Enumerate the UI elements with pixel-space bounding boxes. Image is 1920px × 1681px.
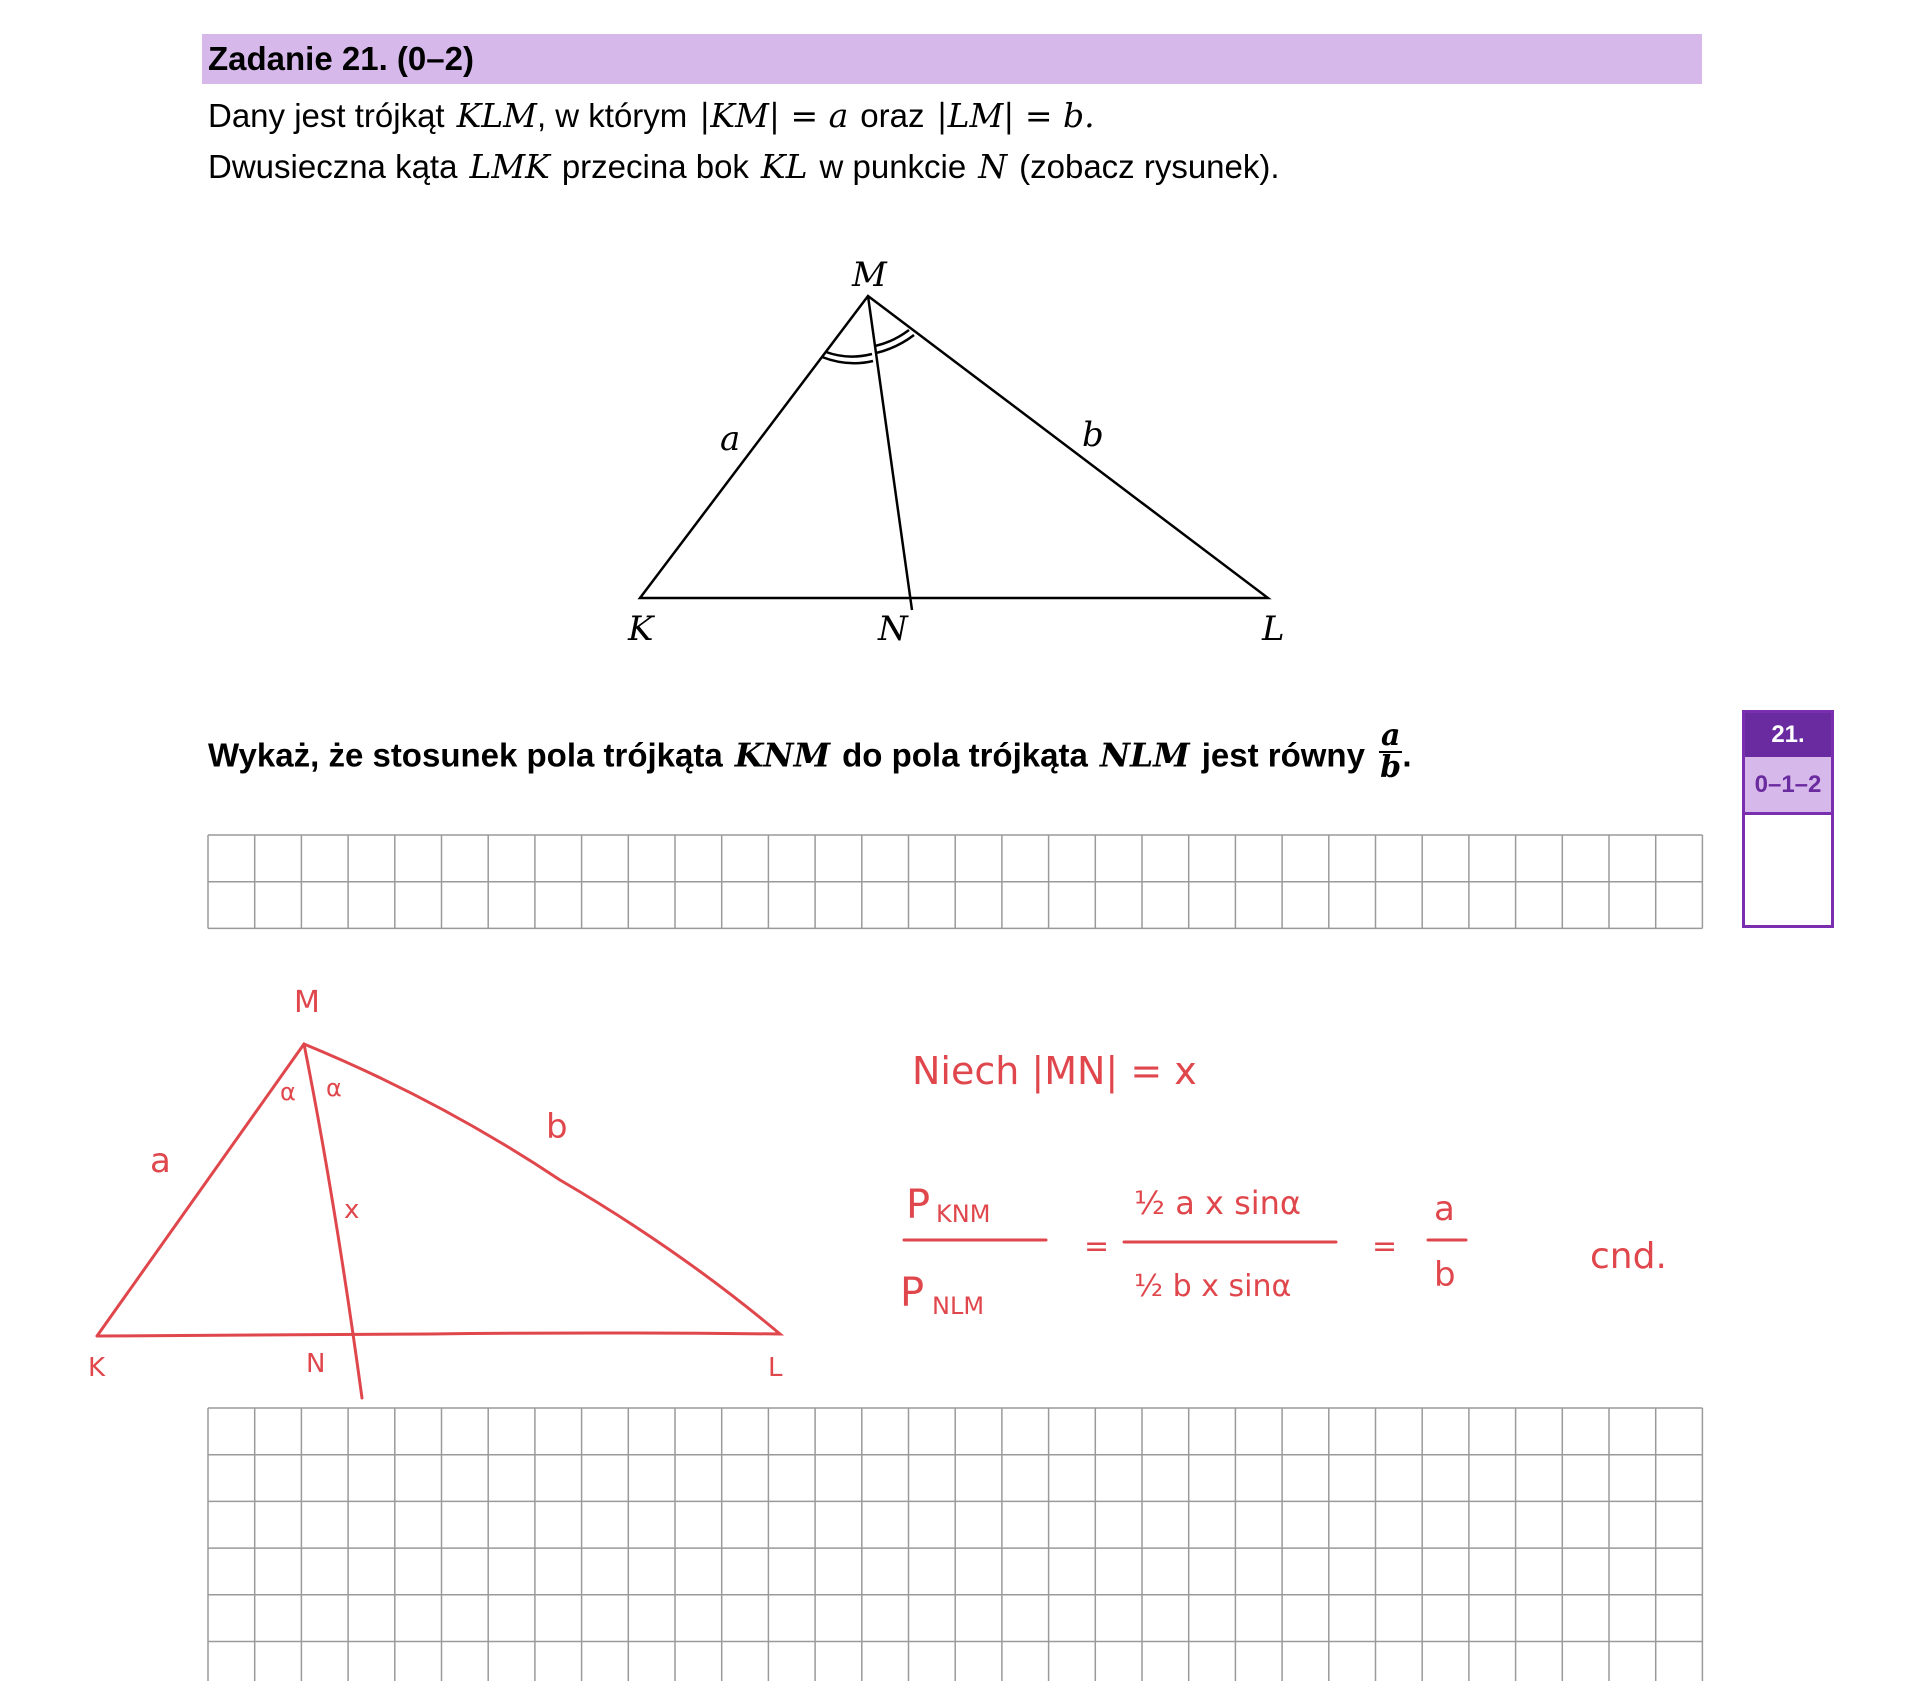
math-angle: LMK <box>469 147 550 186</box>
prompt-text: jest równy <box>1201 736 1365 774</box>
statement-text: przecina bok <box>561 148 749 185</box>
hand-label-k: K <box>88 1353 106 1383</box>
statement-text: , w którym <box>536 97 688 134</box>
hand-label-l: L <box>768 1353 783 1383</box>
hand-label-b: b <box>546 1107 568 1147</box>
vertex-m-label: M <box>852 255 887 295</box>
statement-text: Dwusieczna kąta <box>208 148 458 185</box>
hand-eq-2: = <box>1372 1229 1398 1264</box>
hand-label-m: M <box>294 985 320 1020</box>
hand-frac1-den-sub: NLM <box>932 1292 985 1320</box>
hand-angle-2: α <box>326 1074 342 1102</box>
hand-cnd: cnd. <box>1590 1236 1667 1277</box>
hand-let-statement: Niech |MN| = x <box>912 1049 1197 1093</box>
score-task-number: 21. <box>1745 713 1831 757</box>
statement-text: oraz <box>860 97 925 134</box>
hand-frac3-den: b <box>1434 1255 1456 1295</box>
prompt-text: do pola trójkąta <box>842 736 1088 774</box>
score-range: 0–1–2 <box>1745 757 1831 815</box>
answer-grid-top <box>208 835 1702 928</box>
hand-frac3-num: a <box>1434 1189 1455 1229</box>
math-side: KL <box>760 147 808 186</box>
hand-label-n: N <box>306 1349 326 1379</box>
statement-text: (zobacz rysunek). <box>1019 148 1280 185</box>
hand-label-x: x <box>344 1195 360 1225</box>
statement-text: w punkcie <box>819 148 967 185</box>
math-lm: |LM| = b. <box>936 96 1095 135</box>
vertex-l-label: L <box>1262 609 1285 649</box>
hand-frac1-den: P <box>900 1270 925 1316</box>
side-b-label: b <box>1082 415 1104 455</box>
hand-label-a: a <box>150 1141 171 1181</box>
math-km: |KM| = a <box>699 96 849 135</box>
math-point: N <box>978 147 1008 186</box>
hand-frac2-den: ½ b x sinα <box>1134 1269 1292 1304</box>
prompt-period: . <box>1402 736 1412 774</box>
hand-angle-1: α <box>280 1078 296 1106</box>
fraction-numerator: a <box>1380 718 1401 753</box>
task-title: Zadanie 21. (0–2) <box>208 40 474 77</box>
math-nlm: NLM <box>1099 735 1190 775</box>
fraction-denominator: b <box>1380 750 1402 785</box>
answer-grid-bottom <box>208 1408 1702 1681</box>
statement-text: Dany jest trójkąt <box>208 97 445 134</box>
side-a-label: a <box>720 419 741 459</box>
math-knm: KNM <box>734 735 831 775</box>
prompt-text: Wykaż, że stosunek pola trójkąta <box>208 736 723 774</box>
vertex-n-label: N <box>878 609 908 649</box>
hand-eq-1: = <box>1084 1229 1110 1264</box>
hand-frac2-num: ½ a x sinα <box>1134 1184 1302 1222</box>
hand-frac1-num: P <box>906 1182 931 1228</box>
hand-frac1-num-sub: KNM <box>936 1200 991 1228</box>
math-triangle: KLM <box>456 96 537 135</box>
vertex-k-label: K <box>628 609 654 649</box>
